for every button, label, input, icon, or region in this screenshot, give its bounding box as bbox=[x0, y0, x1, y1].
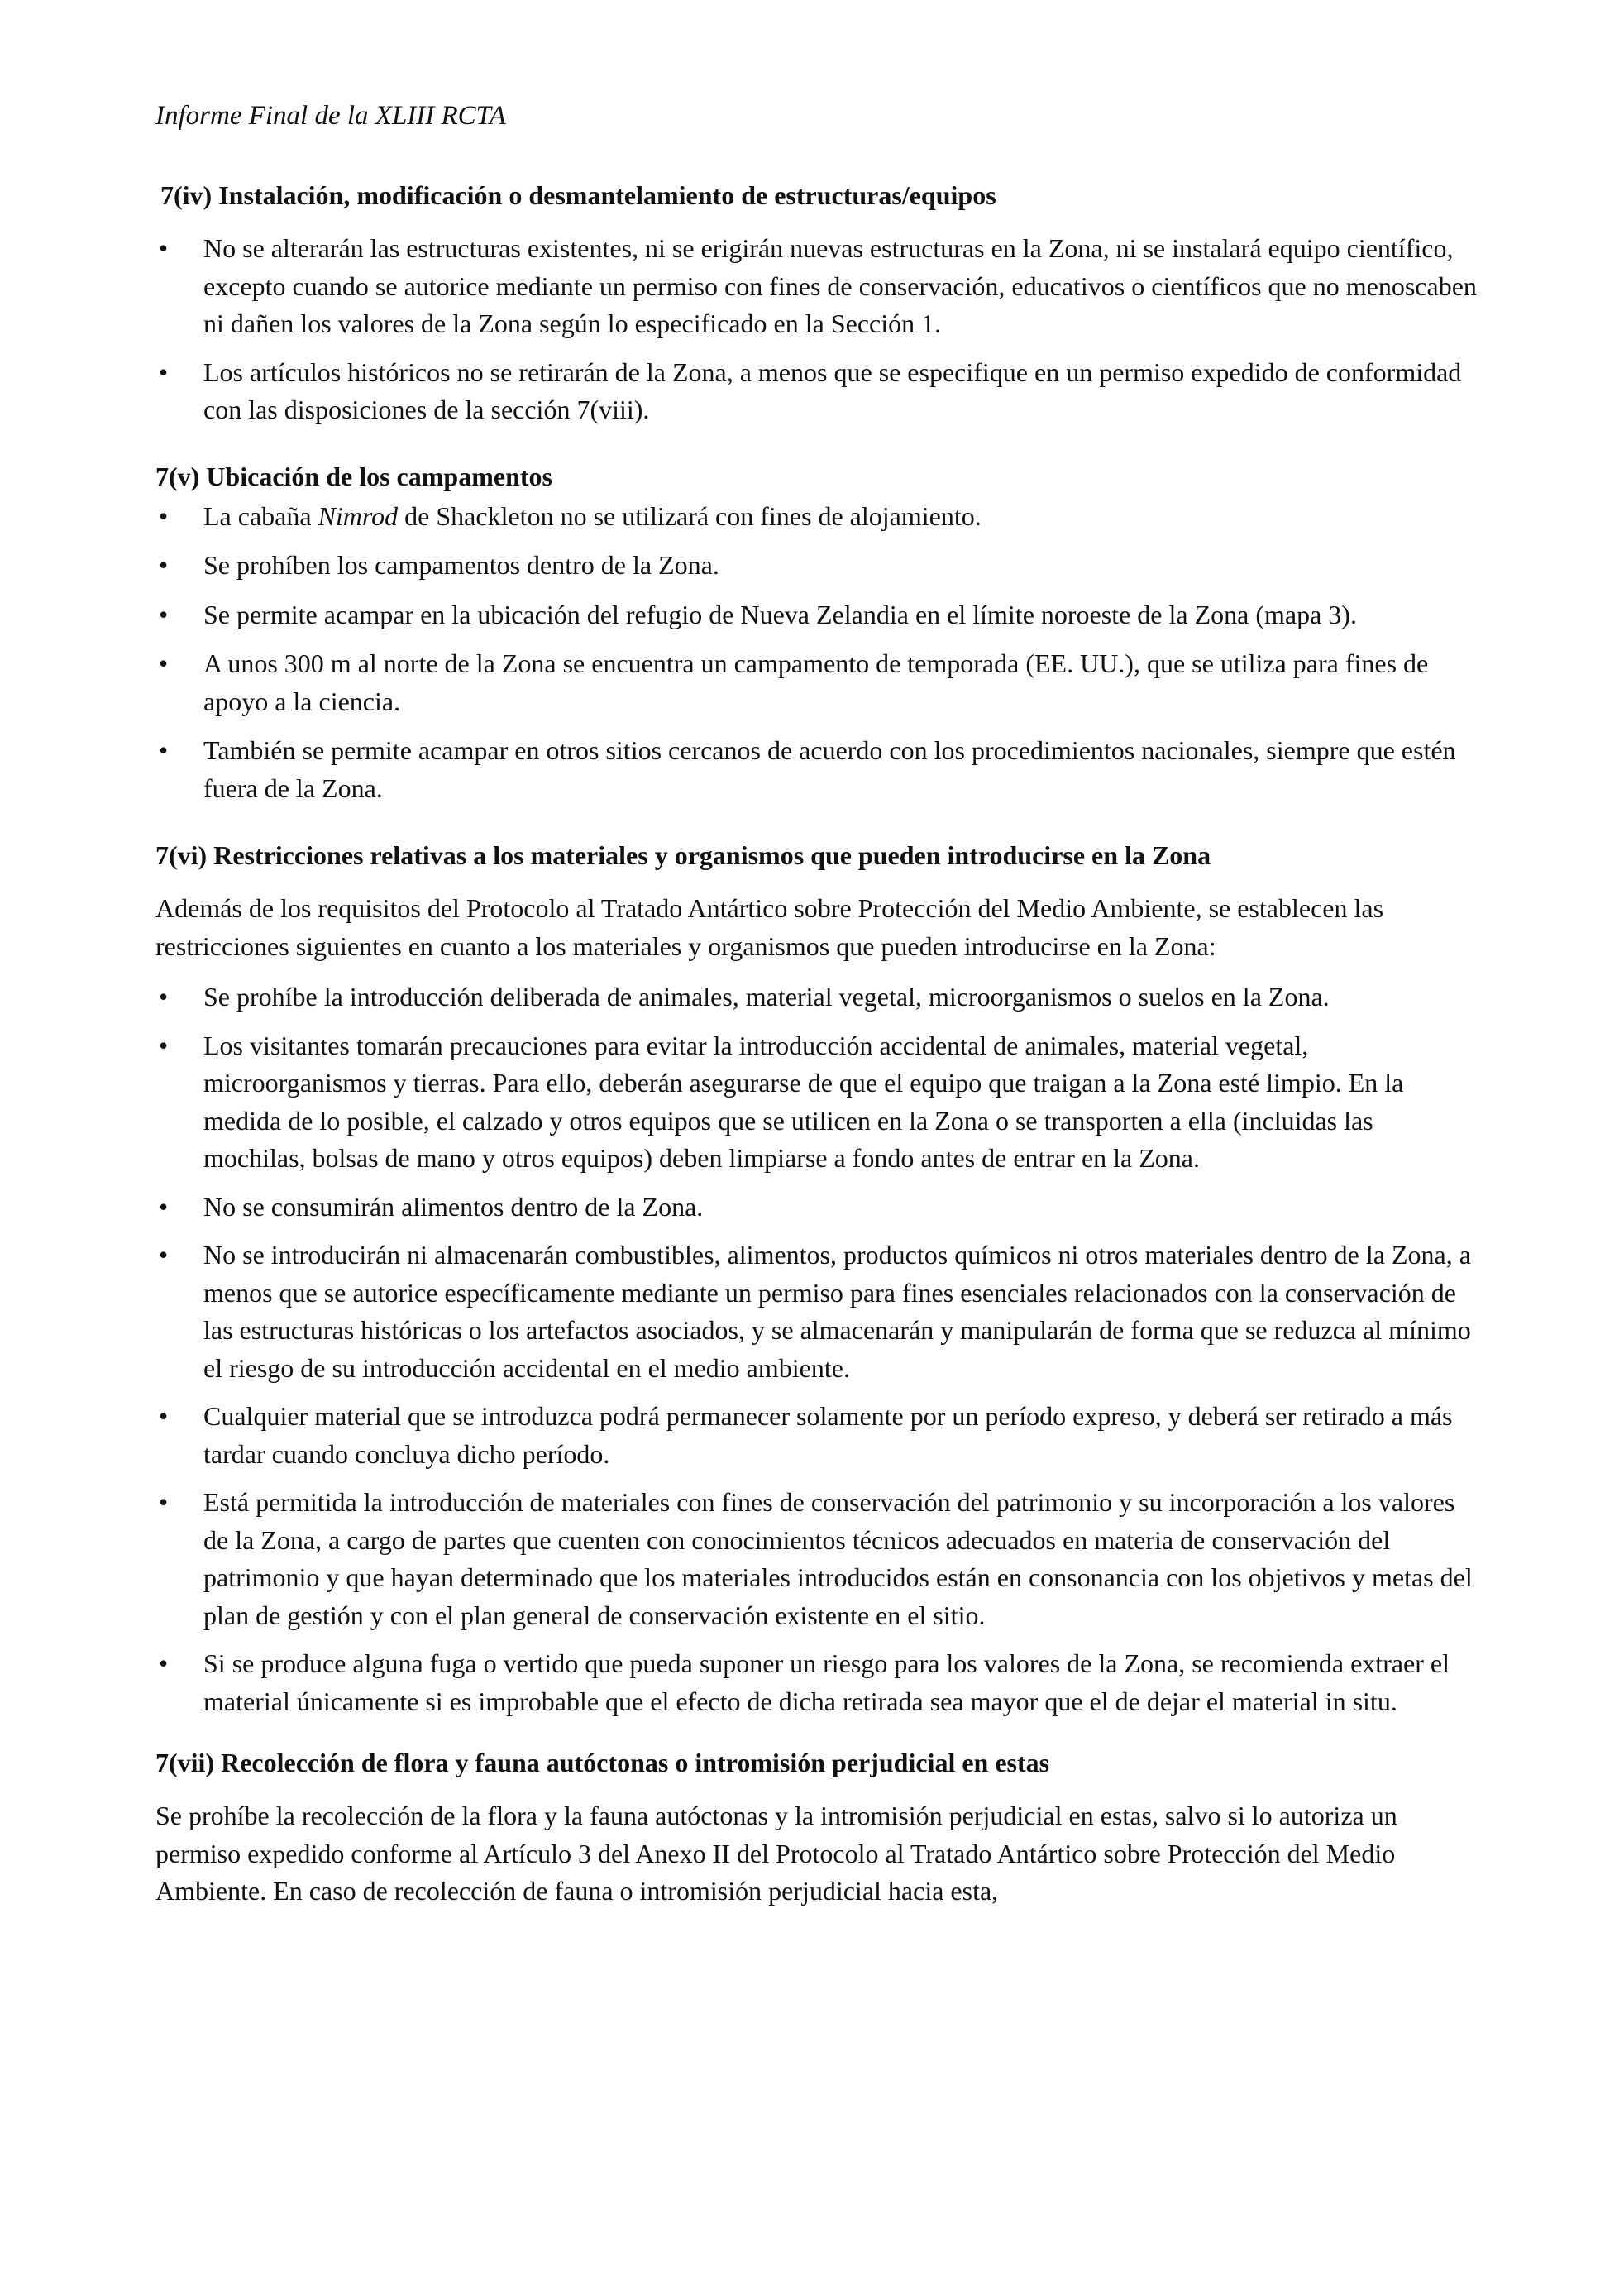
section-intro-7vii: Se prohíbe la recolección de la flora y la fauna autóctonas y la intromisión perjudicial en estas, salvo si lo autoriza un permiso expedido conforme al Artículo 3 del Anexo II del Protocolo al Tratado Antártico sobre Protección del Medio Ambiente. En caso de recolección de fauna o intromisión perjudicial hacia esta, bbox=[155, 1801, 1397, 1906]
list-item-text: La cabaña bbox=[203, 500, 318, 531]
list-item: • Si se produce alguna fuga o vertido que pueda suponer un riesgo para los valores de la Zona, se recomienda extraer el material únicamente si es improbable que el efecto de dicha retirada sea mayor que el de dejar el material in situ. bbox=[155, 1645, 1478, 1720]
list-item: • Se prohíbe la introducción deliberada de animales, material vegetal, microorganismos o suelos en la Zona. bbox=[155, 978, 1478, 1016]
bullet-list-7v bbox=[155, 498, 1478, 808]
list-item: • Está permitida la introducción de materiales con fines de conservación del patrimonio y su incorporación a los valores de la Zona, a cargo de partes que cuenten con conocimientos técnicos adecuados en materia de conservación del patrimonio y que hayan determinado que los materiales introducidos están en consonancia con los objetivos y metas del plan de gestión y con el plan general de conservación existente en el sitio. bbox=[155, 1484, 1478, 1634]
running-header: Informe Final de la XLIII RCTA bbox=[155, 101, 506, 131]
section-heading-7v: 7(v) Ubicación de los campamentos bbox=[155, 461, 552, 491]
bullet-list-7iv bbox=[155, 230, 1478, 429]
list-item bbox=[155, 498, 1478, 536]
section-heading-7vi: 7(vi) Restricciones relativas a los materiales y organismos que pueden introducirse en la Zona bbox=[155, 840, 1211, 870]
section-heading-7vii: 7(vii) Recolección de flora y fauna autóctonas o intromisión perjudicial en estas bbox=[155, 1748, 1050, 1777]
list-item: • No se alterarán las estructuras existentes, ni se erigirán nuevas estructuras en la Zona, ni se instalará equipo científico, excepto cuando se autorice mediante un permiso con fines de conservación, educativos o científicos que no menoscaben ni dañen los valores de la Zona según lo especificado en la Sección 1. bbox=[155, 230, 1478, 343]
list-item: • No se consumirán alimentos dentro de la Zona. bbox=[155, 1189, 1478, 1227]
list-item: • A unos 300 m al norte de la Zona se encuentra un campamento de temporada (EE. UU.), que se utiliza para fines de apoyo a la ciencia. bbox=[155, 645, 1478, 720]
hut-name-italic: Nimrod bbox=[318, 500, 399, 531]
list-item-text: de Shackleton no se utilizará con fines de alojamiento. bbox=[398, 500, 982, 531]
list-item: • También se permite acampar en otros sitios cercanos de acuerdo con los procedimientos nacionales, siempre que estén fuera de la Zona. bbox=[155, 732, 1478, 807]
list-item: • Los artículos históricos no se retirarán de la Zona, a menos que se especifique en un permiso expedido de conformidad con las disposiciones de la sección 7(viii). bbox=[155, 354, 1478, 429]
list-item: • Cualquier material que se introduzca podrá permanecer solamente por un período expreso, y deberá ser retirado a más tardar cuando concluya dicho período. bbox=[155, 1398, 1478, 1473]
bullet-list-7vi bbox=[155, 978, 1478, 1720]
list-item: • Los visitantes tomarán precauciones para evitar la introducción accidental de animales, material vegetal, microorganismos y tierras. Para ello, deberán asegurarse de que el equipo que traigan a la Zona esté limpio. En la medida de lo posible, el calzado y otros equipos que se utilicen en la Zona o se transporten a ella (incluidas las mochilas, bolsas de mano y otros equipos) deben limpiarse a fondo antes de entrar en la Zona. bbox=[155, 1027, 1478, 1178]
section-intro-7vi: Además de los requisitos del Protocolo al Tratado Antártico sobre Protección del Medio Ambiente, se establecen las restricciones siguientes en cuanto a los materiales y organismos que pueden introducirse en la Zona: bbox=[155, 893, 1384, 961]
list-item: • No se introducirán ni almacenarán combustibles, alimentos, productos químicos ni otros materiales dentro de la Zona, a menos que se autorice específicamente mediante un permiso para fines esenciales relacionados con la conservación de las estructuras históricas o los artefactos asociados, y se almacenarán y manipularán de forma que se reduzca al mínimo el riesgo de su introducción accidental en el medio ambiente. bbox=[155, 1236, 1478, 1387]
list-item: • Se prohíben los campamentos dentro de la Zona. bbox=[155, 547, 1478, 585]
section-heading-7iv: 7(iv) Instalación, modificación o desmantelamiento de estructuras/equipos bbox=[160, 180, 996, 210]
list-item: • Se permite acampar en la ubicación del refugio de Nueva Zelandia en el límite noroeste de la Zona (mapa 3). bbox=[155, 596, 1478, 634]
